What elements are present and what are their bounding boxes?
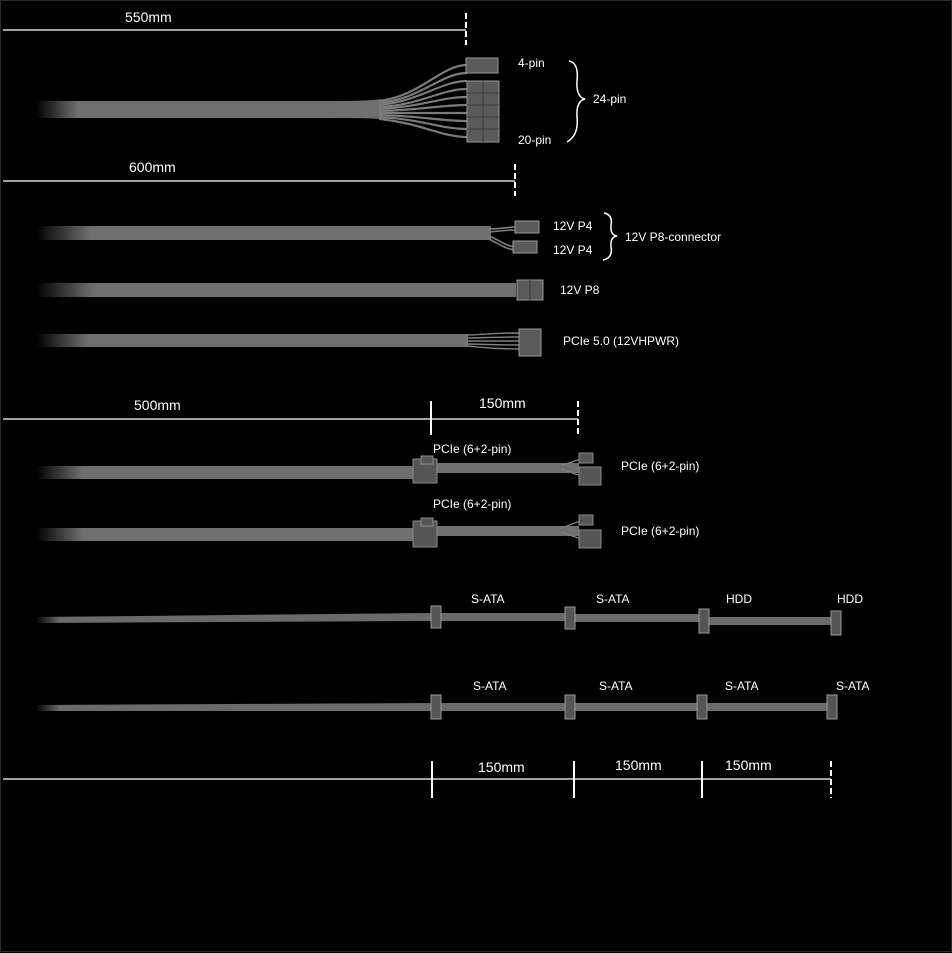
dimension-line-peripheral (3, 761, 831, 798)
atx-20pin-label: 20-pin (518, 133, 552, 147)
peripheral-segment-2-label: 150mm (615, 757, 662, 773)
sata2-label-3: S-ATA (725, 679, 759, 693)
pcie-a-end-label: PCIe (6+2-pin) (621, 459, 700, 473)
atx-cable (36, 58, 585, 142)
cpu-p4-b-label: 12V P4 (553, 243, 593, 257)
sata1-label-2: S-ATA (596, 592, 630, 606)
sata2-label-2: S-ATA (599, 679, 633, 693)
pcie-b-end-label: PCIe (6+2-pin) (621, 524, 700, 538)
atx-4pin-label: 4-pin (518, 56, 545, 70)
pcie-a-mid-label: PCIe (6+2-pin) (433, 442, 512, 456)
dimension-line-atx (3, 13, 466, 45)
atx-length-label: 550mm (125, 9, 172, 25)
peripheral-segment-1-label: 150mm (478, 759, 525, 775)
pcie-6-2-cable-b (36, 515, 601, 548)
cpu-length-label: 600mm (129, 159, 176, 175)
cable-drawing (1, 1, 952, 953)
sata1-label-4: HDD (837, 592, 863, 606)
pcie-6-2-cable-a (36, 453, 601, 485)
sata-cable-1 (36, 606, 841, 635)
pcie-main-length-label: 500mm (134, 397, 181, 413)
pcie-branch-length-label: 150mm (479, 395, 526, 411)
dimension-line-cpu (3, 164, 515, 196)
cpu-p8-label: 12V P8 (560, 283, 600, 297)
sata1-label-3: HDD (726, 592, 752, 606)
pcie5-label: PCIe 5.0 (12VHPWR) (563, 334, 680, 348)
pcie-b-mid-label: PCIe (6+2-pin) (433, 497, 512, 511)
cpu-p4-a-label: 12V P4 (553, 219, 593, 233)
cpu-p8-connector-label: 12V P8-connector (625, 230, 722, 244)
pcie5-cable (36, 329, 541, 356)
cpu-p4-cable (36, 213, 617, 260)
atx-24pin-label: 24-pin (593, 92, 627, 106)
sata-cable-2 (36, 695, 837, 719)
sata2-label-4: S-ATA (836, 679, 870, 693)
sata2-label-1: S-ATA (473, 679, 507, 693)
cpu-p8-cable (36, 280, 543, 300)
sata1-label-1: S-ATA (471, 592, 505, 606)
peripheral-segment-3-label: 150mm (725, 757, 772, 773)
